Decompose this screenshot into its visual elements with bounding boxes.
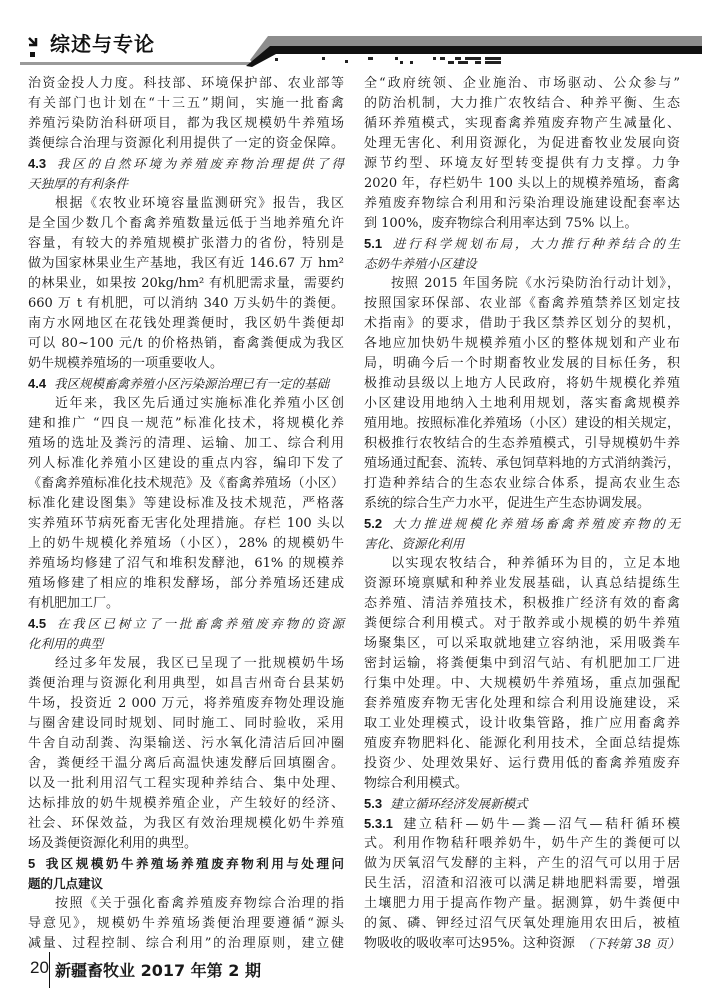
text-line [364, 474, 680, 494]
line-text: 式。利用作物秸秆喂养奶牛，奶牛产生的粪便可以 [364, 836, 680, 851]
line-text: 处理无害化、利用资源化，为促进畜牧业发展向资 [364, 136, 680, 151]
line-text: 根据《农牧业环境容量监测研究》报告，我区 [55, 196, 344, 211]
text-line [364, 214, 680, 234]
line-text: 建立秸秆—奶牛—粪—沼气—秸秆循环模 [400, 817, 680, 832]
text-line [364, 294, 680, 314]
line-text: 牛舍自动刮粪、沟渠输送、污水氧化清洁后回冲圈 [28, 736, 344, 751]
page-number: 20 [30, 958, 49, 977]
line-text: 建和推广 “四良一规范”标准化技术，将规模化养 [28, 416, 344, 431]
line-text: 容量，有较大的养殖规模扩张潜力的省份，特别是 [28, 236, 344, 251]
text-line [28, 234, 344, 254]
line-text: 上的奶牛规模化养殖场（小区），28% 的规模奶牛 [28, 536, 344, 551]
text-line [364, 454, 680, 474]
text-line [28, 294, 344, 314]
footer-divider [49, 952, 50, 988]
line-text: 标准化建设图集》等建设标准及技术规范，严格落 [28, 496, 344, 511]
text-line [28, 114, 344, 134]
section-logo-icon [29, 38, 36, 57]
text-line [364, 694, 680, 714]
text-line [364, 734, 680, 754]
section-title: 综述与专论 [50, 32, 155, 56]
line-text: 减量、过程控制、综合利用”的治理原则，建立健 [28, 936, 344, 951]
line-text: 做为厌氧沼气发酵的主料，产生的沼气可以用于居 [364, 856, 680, 871]
line-text: 我区的自然环境为养殖废弃物治理提供了得 [54, 156, 344, 171]
line-text: 殖场的选址及粪污的清理、运输、加工、综合利用 [28, 436, 344, 451]
text-line [28, 74, 344, 94]
line-text: 物综合利用模式。 [364, 776, 469, 791]
line-text: 害化、资源化利用 [364, 536, 465, 551]
line-text: 密封运输，将粪便集中到沼气站、有机肥加工厂进 [364, 656, 680, 671]
section-heading-line [364, 254, 680, 274]
line-text: 近年来，我区先后通过实施标准化养殖小区创 [55, 396, 344, 411]
line-text: 奶牛规模养殖场的一项重要收人。 [28, 356, 224, 371]
line-text: 在我区已树立了一批畜禽养殖废弃物的资源 [54, 616, 344, 631]
text-line [364, 594, 680, 614]
section-heading-line [28, 374, 344, 394]
text-line [28, 914, 344, 934]
text-line [364, 334, 680, 354]
text-line [364, 154, 680, 174]
text-line [28, 574, 344, 594]
line-text: 以及一批利用沼气工程实现种养结合、集中处理、 [28, 776, 344, 791]
text-line [28, 94, 344, 114]
section-heading-line [28, 854, 344, 874]
text-line [364, 174, 680, 194]
line-text: 大力推进规模化养殖场畜禽养殖废弃物的无 [390, 516, 680, 531]
text-line [364, 354, 680, 374]
right-column [364, 74, 680, 954]
text-line [28, 794, 344, 814]
text-line [28, 554, 344, 574]
section-number: 4.5 [28, 616, 47, 631]
text-line [28, 534, 344, 554]
text-line [364, 654, 680, 674]
text-line [364, 494, 680, 514]
line-text: 态奶牛养殖小区建设 [364, 256, 477, 271]
text-line [28, 274, 344, 294]
line-text: 导意见》，规模奶牛养殖场粪便治理要遵循“源头 [28, 916, 344, 931]
line-text: 全“政府统领、企业施治、市场驱动、公众参与” [364, 76, 680, 91]
text-line [364, 434, 680, 454]
section-heading-line [364, 514, 680, 534]
text-line [28, 214, 344, 234]
line-text: 物吸收的吸收率可达95%。这种资源 [364, 936, 575, 951]
text-line [364, 634, 680, 654]
text-line [364, 834, 680, 854]
text-line [28, 414, 344, 434]
line-text: 取工业处理模式，设计收集管路，推广应用畜禽养 [364, 716, 680, 731]
text-line [28, 434, 344, 454]
line-text: 投资少、处理效果好、运行费用低的畜禽养殖废弃 [364, 756, 680, 771]
text-line [28, 334, 344, 354]
text-line [364, 414, 680, 434]
line-text: 有机肥加工厂。 [28, 596, 120, 611]
text-line [28, 454, 344, 474]
line-text: 牛场，投资近 2 000 万元，将养殖废弃物处理设施 [28, 696, 344, 711]
text-line [28, 134, 344, 154]
line-text: 治资金投人力度。科技部、环境保护部、农业部等 [28, 76, 344, 91]
section-heading-line [28, 174, 344, 194]
text-line [364, 74, 680, 94]
section-number: 4.3 [28, 156, 47, 171]
line-text: 各地应加快奶牛规模养殖小区的整体规划和产业布 [364, 336, 680, 351]
line-text: 进行科学规划布局，大力推行种养结合的生 [390, 236, 680, 251]
section-number: 5.1 [364, 236, 383, 251]
line-text: 《畜禽养殖标准化技术规范》及《畜禽养殖场（小区） [28, 476, 344, 491]
line-text: 粪便治理与资源化利用典型，如昌吉州奇台县某奶 [28, 676, 344, 691]
line-text: 我区规模畜禽养殖小区污染源治理已有一定的基础 [54, 376, 330, 391]
text-line [364, 314, 680, 334]
text-line [28, 254, 344, 274]
text-line [28, 894, 344, 914]
section-number: 4.4 [28, 376, 47, 391]
section-heading-line [364, 794, 680, 814]
line-text: 按照国家环保部、农业部《畜禽养殖禁养区划定技 [364, 296, 680, 311]
line-text: 以实现农牧结合，种养循环为目的，立足本地 [391, 556, 680, 571]
text-line [364, 914, 680, 934]
line-text: 的氮、磷、钾经过沼气厌氧处理施用农田后，被植 [364, 916, 680, 931]
line-text: 做为国家林果业生产基地，我区有近 146.67 万 hm² [28, 256, 344, 271]
line-text: 打造种养结合的生态农业综合体系，提高农业生态 [364, 476, 680, 491]
line-text: 术指南》的要求，借助于我区禁养区划分的契机， [364, 316, 680, 331]
text-line [28, 314, 344, 334]
section-number: 5.3.1 [364, 816, 393, 831]
text-line [28, 934, 344, 954]
text-line [364, 894, 680, 914]
line-text: 粪便综合治理与资源化利用提供了一定的资金保障。 [28, 136, 344, 151]
journal-issue: 新疆畜牧业 2017 年第 2 期 [55, 961, 261, 980]
line-text: 养殖污染防治科研项目，都为我区规模奶牛养殖场 [28, 116, 344, 131]
text-line [364, 754, 680, 774]
section-heading-line [28, 874, 344, 894]
line-text: 场及粪便资源化利用的典型。 [28, 836, 198, 851]
text-line [28, 594, 344, 614]
line-text: 土壤肥力用于提高作物产量。据测算，奶牛粪便中 [364, 896, 680, 911]
line-text: 局，明确今后一个时期畜牧业发展的目标任务，积 [364, 356, 680, 371]
text-line [364, 274, 680, 294]
line-text: 源节约型、环境友好型转变提供有力支撑。力争 [364, 156, 680, 171]
text-line [364, 134, 680, 154]
text-line [364, 814, 680, 834]
section-heading-line [28, 614, 344, 634]
line-text: 到 100%，废弃物综合利用率达到 75% 以上。 [364, 216, 638, 231]
continued-note: （下转第 38 页） [581, 936, 680, 951]
line-text: 按照 2015 年国务院《水污染防治行动计划》， [391, 276, 680, 291]
section-number: 5 [28, 856, 36, 871]
line-text: 积极推行农牧结合的生态养殖模式，引导规模奶牛养 [364, 436, 680, 451]
text-line [364, 714, 680, 734]
text-line [364, 114, 680, 134]
text-line [28, 714, 344, 734]
line-text: 有关部门也计划在“十三五”期间，实施一批畜禽 [28, 96, 344, 111]
line-text: 极推动县级以上地方人民政府，将奶牛规模化养殖 [364, 376, 680, 391]
section-number: 5.3 [364, 796, 383, 811]
line-text: 系统的综合生产力水平，促进生产生态协调发展。 [364, 496, 651, 511]
text-line [364, 374, 680, 394]
section-heading-line [364, 234, 680, 254]
line-text: 资源环境禀赋和种养业发展基础，认真总结提练生 [364, 576, 680, 591]
text-line [28, 774, 344, 794]
line-text: 小区建设用地纳入土地利用规划，落实畜禽规模养 [364, 396, 680, 411]
text-line [364, 394, 680, 414]
line-text: 殖场修建了相应的堆积发酵场，部分养殖场还建成 [28, 576, 344, 591]
text-line [28, 474, 344, 494]
section-heading-line [28, 634, 344, 654]
line-text: 殖用地。按照标准化养殖场（小区）建设的相关规定， [364, 416, 680, 431]
line-text: 舍，粪便经干温分离后高温快速发酵后回填圈舍。 [28, 756, 344, 771]
header-rule [20, 62, 250, 65]
line-text: 与圈舍建设同时规划、同时施工、同时验收，采用 [28, 716, 344, 731]
line-text: 是全国少数几个畜禽养殖数量远低于当地养殖允许 [28, 216, 344, 231]
header-black-band [246, 46, 702, 67]
line-text: 态养殖、清洁养殖技术，积极推广经济有效的畜禽 [364, 596, 680, 611]
line-text: 套养殖废弃物无害化处理和综合利用设施建设，采 [364, 696, 680, 711]
text-line [28, 654, 344, 674]
line-text: 达标排放的奶牛规模养殖企业，产生较好的经济、 [28, 796, 344, 811]
text-line [364, 614, 680, 634]
line-text: 南方水网地区在花钱处理粪便时，我区奶牛粪便却 [28, 316, 344, 331]
line-text: 按照《关于强化畜禽养殖废弃物综合治理的指 [55, 896, 344, 911]
text-line [364, 194, 680, 214]
section-heading-line [364, 534, 680, 554]
text-line [364, 774, 680, 794]
text-line [28, 814, 344, 834]
line-text: 我区规模奶牛养殖场养殖废弃物利用与处理问 [43, 856, 344, 871]
text-line [364, 574, 680, 594]
line-text: 殖场通过配套、流转、承包饲草料地的方式消纳粪污， [364, 456, 680, 471]
text-line [364, 554, 680, 574]
line-text: 行集中处理。中、大规模奶牛养殖场，重点加强配 [364, 676, 680, 691]
line-text: 可以 80~100 元/t 的价格热销，畜禽粪便成为我区 [28, 336, 344, 351]
text-line [28, 494, 344, 514]
text-line [364, 874, 680, 894]
text-line [364, 934, 680, 954]
text-line [28, 734, 344, 754]
line-text: 养殖废弃物综合利用和污染治理设施建设配套率达 [364, 196, 680, 211]
text-line [28, 754, 344, 774]
line-text: 经过多年发展，我区已呈现了一批规模奶牛场 [55, 656, 344, 671]
text-line [28, 394, 344, 414]
line-text: 2020 年，存栏奶牛 100 头以上的规模养殖场，畜禽 [364, 176, 680, 191]
line-text: 实养殖环节病死畜无害化处理措施。存栏 100 头以 [28, 516, 344, 531]
text-line [28, 674, 344, 694]
section-heading-line [28, 154, 344, 174]
line-text: 660 万 t 有机肥，可以消纳 340 万头奶牛的粪便。 [28, 296, 344, 311]
line-text: 养殖场均修建了沼气和堆积发酵池，61% 的规模养 [28, 556, 344, 571]
text-line [364, 674, 680, 694]
line-text: 殖废弃物肥料化、能源化利用技术，全面总结提炼 [364, 736, 680, 751]
line-text: 社会、环保效益，为我区有效治理规模化奶牛养殖 [28, 816, 344, 831]
header-dots [275, 57, 501, 64]
text-line [28, 354, 344, 374]
section-number: 5.2 [364, 516, 383, 531]
left-column [28, 74, 344, 954]
text-line [28, 694, 344, 714]
line-text: 民生活，沼渣和沼液可以满足耕地肥料需要，增强 [364, 876, 680, 891]
line-text: 的林果业，如果按 20kg/hm² 有机肥需求量，需要约 [28, 276, 344, 291]
text-line [28, 834, 344, 854]
line-text: 的防治机制，大力推广农牧结合、种养平衡、生态 [364, 96, 680, 111]
text-line [364, 854, 680, 874]
text-line [28, 514, 344, 534]
line-text: 循环养殖模式，实现畜禽养殖废弃物产生减量化、 [364, 116, 680, 131]
line-text: 题的几点建议 [28, 876, 104, 891]
line-text: 建立循环经济发展新模式 [390, 796, 528, 811]
text-line [28, 194, 344, 214]
line-text: 场聚集区，可以采取就地建立容纳池，采用吸粪车 [364, 636, 680, 651]
line-text: 化利用的典型 [28, 636, 104, 651]
line-text: 列人标准化养殖小区建设的重点内容，编印下发了 [28, 456, 344, 471]
text-line [364, 94, 680, 114]
line-text: 天独厚的有利条件 [28, 176, 129, 191]
line-text: 粪便综合利用模式。对于散养或小规模的奶牛养殖 [364, 616, 680, 631]
